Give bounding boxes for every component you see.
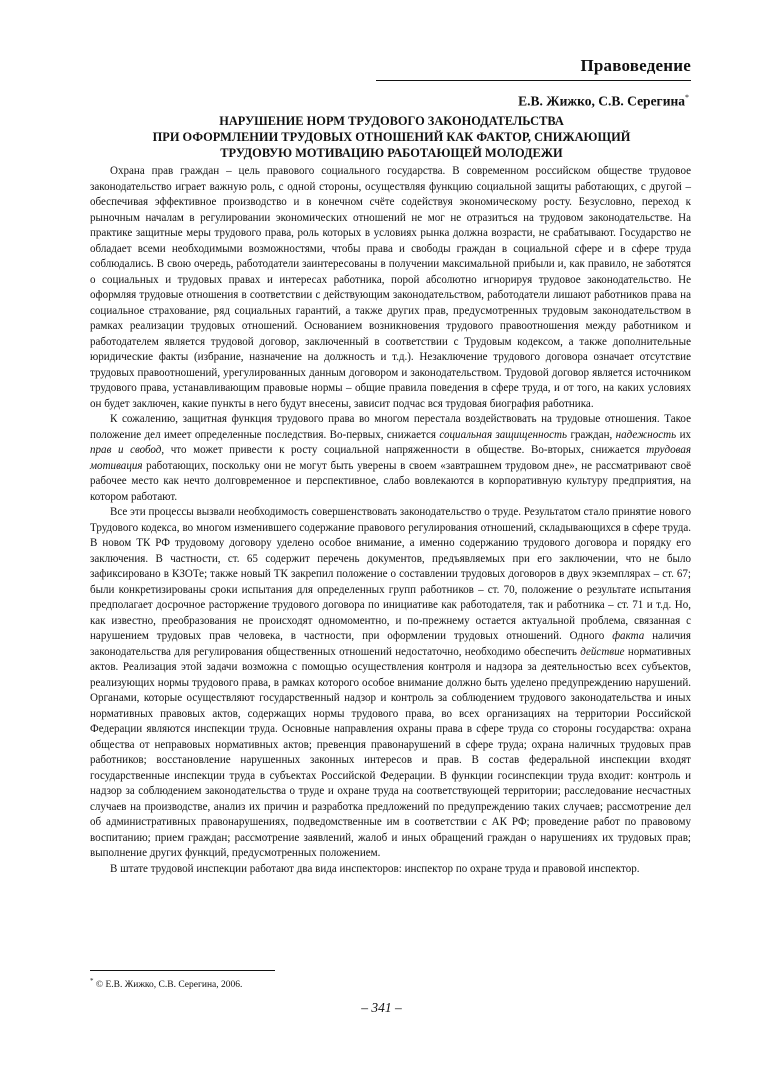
p2-emphasis-1: социальная защищенность: [439, 428, 568, 441]
article-title: [90, 113, 693, 162]
p2-emphasis-4: трудовая мотивация: [90, 444, 691, 472]
title-line-1: НАРУШЕНИЕ НОРМ ТРУДОВОГО ЗАКОНОДАТЕЛЬСТВА: [219, 114, 564, 128]
section-rule: [376, 80, 691, 81]
p3-emphasis-1: факта: [612, 630, 645, 642]
p2-text-5: работающих, поскольку они не могут быть уверены в своем «завтрашнем трудовом дне», не рассматривают своё рабочее место как нечто долговременное и перспективное, слабо вовлекаются в корпоративную культуру предприятия, на котором работают.: [90, 459, 691, 503]
section-title: Правоведение: [580, 56, 691, 75]
paragraph-4: В штате трудовой инспекции работают два вида инспекторов: инспектор по охране труда и правовой инспектор.: [110, 862, 640, 875]
footnote-mark: *: [90, 977, 94, 985]
footnote-text: © Е.В. Жижко, С.В. Серегина, 2006.: [93, 980, 243, 991]
title-line-2: ПРИ ОФОРМЛЕНИИ ТРУДОВЫХ ОТНОШЕНИЙ КАК ФАКТОР, СНИЖАЮЩИЙ: [152, 130, 631, 145]
p2-emphasis-3: прав и свобод: [90, 444, 162, 456]
footnote: [90, 977, 242, 990]
article-body: [90, 164, 691, 877]
authors-names: Е.В. Жижко, С.В. Серегина: [518, 93, 685, 109]
paragraph-3: [90, 505, 691, 862]
page-number: – 341 –: [361, 1000, 402, 1015]
p2-text-2: граждан,: [567, 428, 616, 441]
p3-text-1: Все эти процессы вызвали необходимость совершенствовать законодательство о труде. Результатом стало принятие нового Трудового кодекса, во многом изменившего содержание правового регулирования отношений, складывающихся в сфере труда. В новом ТК РФ трудовому договору уделено особое внимание, а именно содержанию трудового договора и порядку его заключения. В частности, ст. 65 содержит перечень документов, предъявляемых при его заключении, что не было зафиксировано в КЗОТе; также новый ТК закрепил положение о составлении трудовых договоров в двух экземплярах – ст. 67; были конкретизированы сроки испытания для определенных групп работников – ст. 70, положение о результате испытания предполагает досрочное расторжение трудового договора по инициативе как работодателя, так и работника – ст. 71 и т.д. Но, как известно, преобразования не происходят одномоментно, и по-прежнему остается актуальной проблема, связанная с нарушением трудовых прав человека, в частности, при оформлении трудовых отношений. Одного: [90, 506, 691, 642]
p3-text-2: наличия законодательства для регулирования общественных отношений недостаточно, необходимо обеспечить: [90, 630, 691, 658]
title-line-3: ТРУДОВУЮ МОТИВАЦИЮ РАБОТАЮЩЕЙ МОЛОДЕЖИ: [220, 146, 563, 161]
authors-footnote-mark: *: [685, 93, 689, 102]
p2-text-1: К сожалению, защитная функция трудового права во многом перестала воздействовать на трудовые отношения. Такое положение дел имеет определенные последствия. Во-первых, снижается: [90, 413, 691, 441]
p2-text-4: , что может привести к росту социальной напряженности в обществе. Во-вторых, снижается: [161, 444, 647, 456]
paragraph-2: [90, 412, 691, 505]
footnote-rule: [90, 970, 275, 971]
p2-emphasis-2: надежность: [615, 428, 677, 441]
p3-text-3: нормативных актов. Реализация этой задачи возможна с помощью осуществления контроля и надзора за деятельностью всех субъектов, реализующих нормы трудового права, в рамках которого особое внимание должно быть уделено предупреждению нарушений. Органами, которые осуществляют государственный надзор и контроль за соблюдением трудового законодательства и иных нормативных правовых актов, содержащих нормы трудового права, во всех организациях на территории Российской Федерации являются инспекции труда. Основные направления охраны права в сфере труда со стороны государства: охрана общества от неправовых нормативных актов; превенция правонарушений в сфере труда; охрана наличных трудовых прав работников; восстановление нарушенных законных интересов и прав. В состав федеральной инспекции входят государственные инспекции труда в субъектах Российской Федерации. В функции госинспекции труда входит: контроль и надзор за соблюдением законодательства о труде и охране труда на соответствующей территории; расследование несчастных случаев на производстве, анализ их причин и разработка предложений по предупреждению таких случаев; рассмотрение дел об административных правонарушениях, подведомственные им в соответствии с АК РФ; проведение работ по правовому воспитанию; прием граждан; рассмотрение заявлений, жалоб и иных обращений граждан о нарушениях их трудовых прав; выполнение других функций, предусмотренных положением.: [90, 645, 691, 859]
paragraph-1: Охрана прав граждан – цель правового социального государства. В современном российском обществе трудовое законодательство играет важную роль, с одной стороны, осуществляя функцию социальной защиты работающих, с другой – обеспечивая эффективное производство и в конечном счёте содействуя экономическому росту. Безусловно, переход к рыночным началам в регулировании экономических отношений не мог не отразиться на трудовом законодательстве. На практике защитные меры трудового права, роль которых в условиях рынка должна возрасти, не срабатывают. Государство не обладает всеми необходимыми возможностями, чтобы права и свободы граждан в социальной сфере и в сфере труда соблюдались. В свою очередь, работодатели заинтересованы в получении максимальной прибыли и, как правило, не заботятся о социальных и трудовых правах и интересах работника, порой абсолютно игнорируя трудовое законодательство. Не оформляя трудовые отношения в соответствии с действующим законодательством, работодатели лишают работников права на социальное страхование, ряд социальных гарантий, а также других прав, предусмотренных трудовым законодательством в рамках реализации трудовых отношений. Основанием возникновения трудового правоотношения между работником и работодателем является трудовой договор, заключенный в соответствии с Трудовым кодексом, а также дополнительные юридические факты (избрание, назначение на должность и т.д.). Незаключение трудового договора означает отсутствие трудовых правоотношений, урегулированных данным договором и законодательством. Трудовой договор является источником трудового права, устанавливающим правовые нормы – общие правила поведения в сфере труда, и от того, на каких условиях он будет заключен, какие пункты в него будут внесены, зависит подчас вся трудовая биография работника.: [90, 165, 691, 410]
p2-text-3: их: [676, 428, 692, 441]
p3-emphasis-2: действие: [580, 645, 625, 658]
article-authors: [518, 93, 689, 110]
